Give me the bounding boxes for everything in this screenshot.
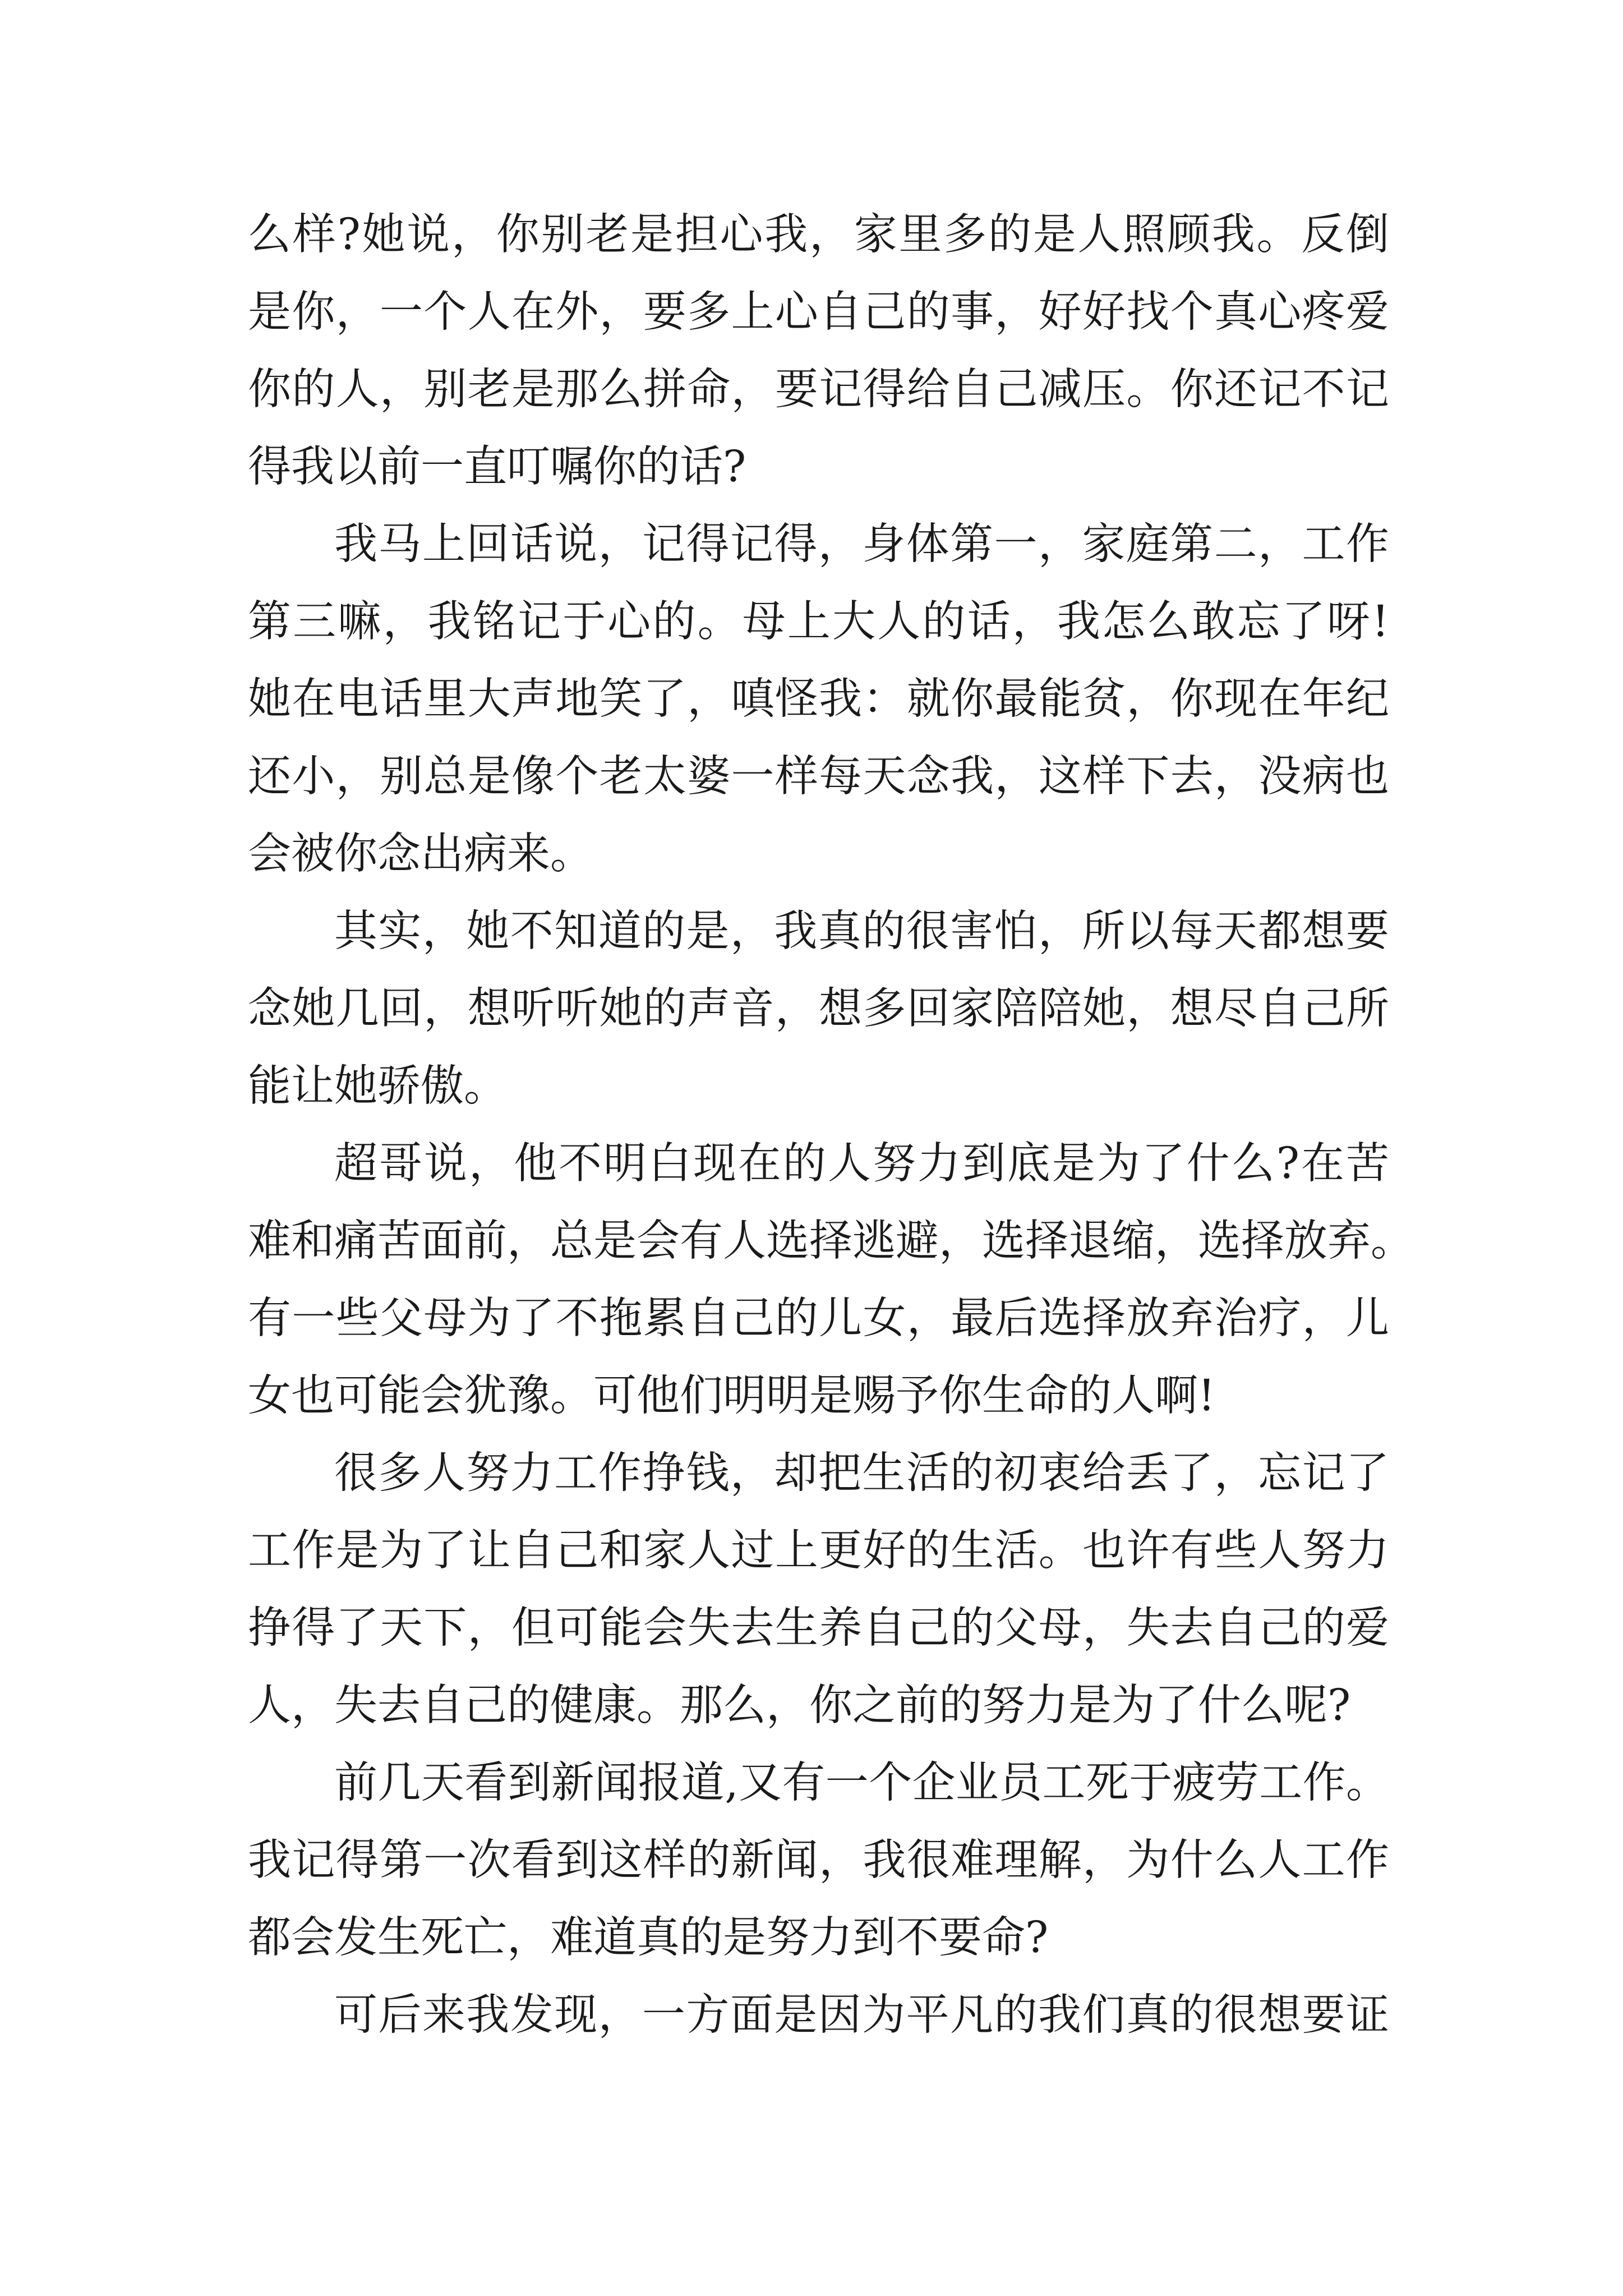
text-line: 超哥说，他不明白现在的人努力到底是为了什么?在苦 — [334, 1139, 1389, 1189]
text-line: 么样?她说，你别老是担心我，家里多的是人照顾我。反倒 — [248, 210, 1389, 260]
text-line: 她在电话里大声地笑了，嗔怪我：就你最能贫，你现在年纪 — [248, 674, 1389, 724]
text-line: 你的人，别老是那么拼命，要记得给自己减压。你还记不记 — [248, 365, 1389, 415]
text-line: 难和痛苦面前，总是会有人选择逃避，选择退缩，选择放弃。 — [248, 1216, 1414, 1266]
text-line: 能让她骄傲。 — [248, 1061, 507, 1111]
text-line: 其实，她不知道的是，我真的很害怕，所以每天都想要 — [334, 907, 1389, 956]
text-line: 工作是为了让自己和家人过上更好的生活。也许有些人努力 — [248, 1526, 1389, 1576]
text-line: 我马上回话说，记得记得，身体第一，家庭第二，工作 — [334, 519, 1389, 569]
text-line: 人，失去自己的健康。那么，你之前的努力是为了什么呢? — [248, 1681, 1351, 1731]
text-line: 都会发生死亡，难道真的是努力到不要命? — [248, 1913, 1049, 1963]
text-line: 得我以前一直叮嘱你的话? — [248, 442, 746, 492]
text-line: 还小，别总是像个老太婆一样每天念我，这样下去，没病也 — [248, 752, 1389, 802]
text-line: 念她几回，想听听她的声音，想多回家陪陪她，想尽自己所 — [248, 984, 1389, 1034]
text-line: 会被你念出病来。 — [248, 829, 593, 879]
body-text — [248, 196, 1414, 2054]
text-line: 是你，一个人在外，要多上心自己的事，好好找个真心疼爱 — [248, 287, 1389, 337]
text-line: 挣得了天下，但可能会失去生养自己的父母，失去自己的爱 — [248, 1603, 1389, 1653]
text-line: 前几天看到新闻报道,又有一个企业员工死于疲劳工作。 — [334, 1758, 1389, 1808]
text-line: 有一些父母为了不拖累自己的儿女，最后选择放弃治疗，儿 — [248, 1294, 1389, 1343]
text-line: 第三嘛，我铭记于心的。母上大人的话，我怎么敢忘了呀! — [248, 597, 1389, 647]
text-line: 很多人努力工作挣钱，却把生活的初衷给丢了，忘记了 — [334, 1448, 1389, 1498]
text-line: 女也可能会犹豫。可他们明明是赐予你生命的人啊! — [248, 1371, 1215, 1421]
text-line: 可后来我发现，一方面是因为平凡的我们真的很想要证 — [334, 1990, 1389, 2040]
text-line: 我记得第一次看到这样的新闻，我很难理解，为什么人工作 — [248, 1835, 1389, 1885]
